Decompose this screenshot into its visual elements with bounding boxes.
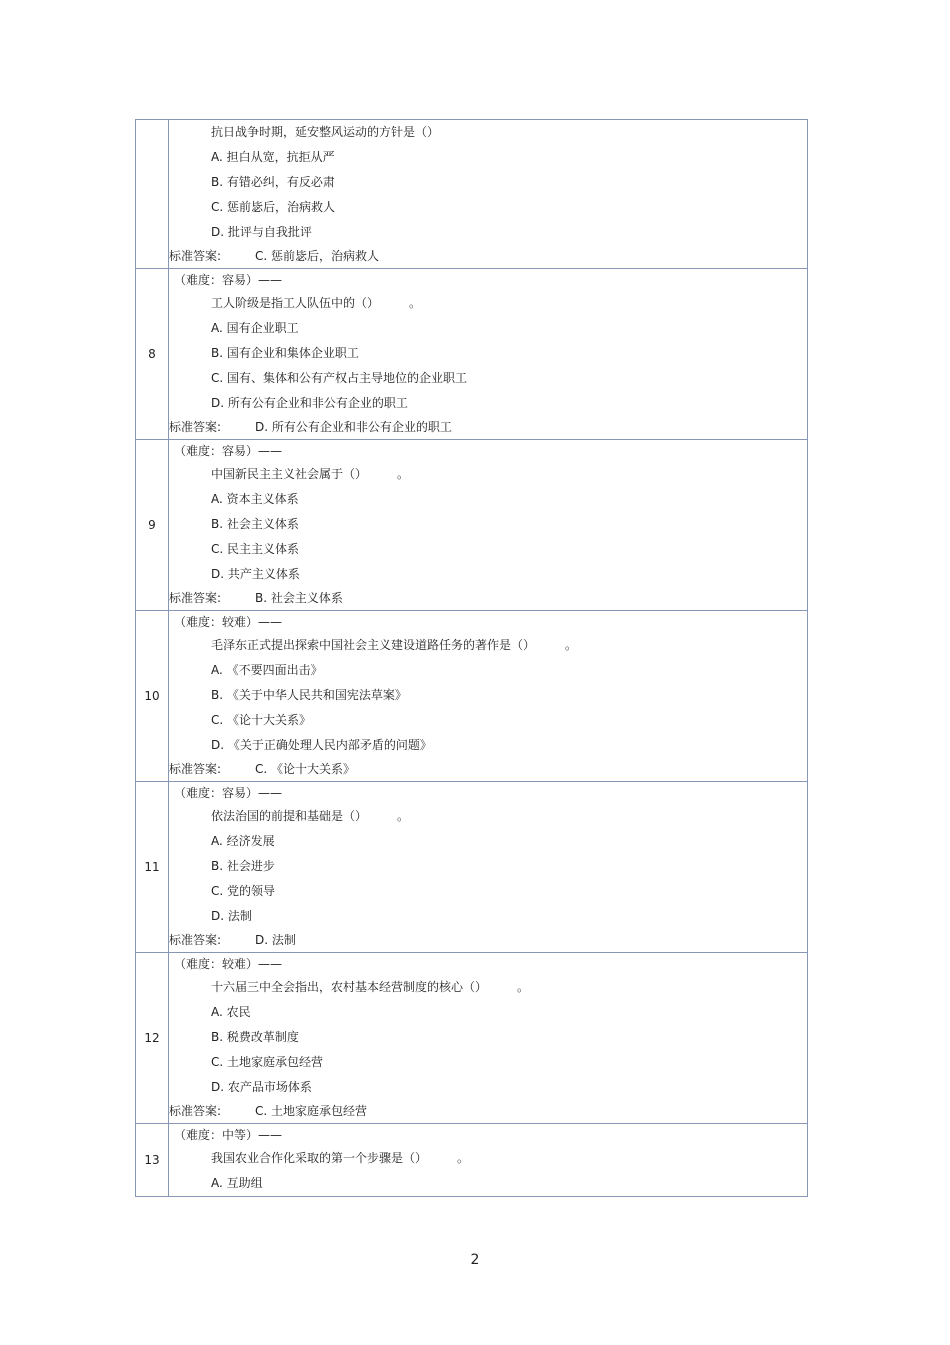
question-body <box>169 611 808 782</box>
option-item: B. 社会进步 <box>211 859 275 873</box>
question-number: 10 <box>136 611 169 782</box>
question-stem-end: 。 <box>565 638 578 652</box>
question-body <box>169 1124 808 1197</box>
standard-answer <box>169 245 807 268</box>
difficulty-label: （难度：容易）—— <box>174 444 283 458</box>
question-stem <box>169 1146 807 1171</box>
page-number: 2 <box>470 1252 480 1268</box>
answer-label: 标准答案: <box>169 420 222 434</box>
option-item: A. 《不要四面出击》 <box>211 663 323 677</box>
question-number: 9 <box>136 440 169 611</box>
question-stem-text: 中国新民主主义社会属于（） <box>211 467 368 481</box>
question-number: 13 <box>136 1124 169 1197</box>
question-row <box>136 953 808 1124</box>
answer-label: 标准答案: <box>169 249 222 263</box>
answer-value: B. 社会主义体系 <box>255 591 343 605</box>
question-stem-end: 。 <box>517 980 530 994</box>
question-row <box>136 782 808 953</box>
question-stem <box>169 633 807 658</box>
option-item: B. 国有企业和集体企业职工 <box>211 346 359 360</box>
standard-answer <box>169 1100 807 1123</box>
option-item: D. 批评与自我批评 <box>211 225 312 239</box>
question-stem-text: 毛泽东正式提出探索中国社会主义建设道路任务的著作是（） <box>211 638 536 652</box>
answer-value: C. 《论十大关系》 <box>255 762 356 776</box>
standard-answer <box>169 758 807 781</box>
standard-answer <box>169 416 807 439</box>
standard-answer <box>169 929 807 952</box>
question-body <box>169 120 808 269</box>
option-item: C. 土地家庭承包经营 <box>211 1055 324 1069</box>
question-stem-end: 。 <box>409 296 422 310</box>
option-item: D. 农产品市场体系 <box>211 1080 312 1094</box>
option-item: A. 经济发展 <box>211 834 275 848</box>
difficulty-label: （难度：容易）—— <box>174 786 283 800</box>
question-stem-end: 。 <box>397 809 410 823</box>
question-row <box>136 269 808 440</box>
option-item: C. 《论十大关系》 <box>211 713 312 727</box>
question-stem-text: 抗日战争时期，延安整风运动的方针是（） <box>211 125 440 139</box>
answer-value: D. 所有公有企业和非公有企业的职工 <box>255 420 452 434</box>
option-item: B. 有错必纠，有反必肃 <box>211 175 335 189</box>
question-row <box>136 120 808 269</box>
difficulty-label: （难度：中等）—— <box>174 1128 283 1142</box>
answer-label: 标准答案: <box>169 933 222 947</box>
question-stem-text: 我国农业合作化采取的第一个步骤是（） <box>211 1151 428 1165</box>
question-row <box>136 611 808 782</box>
option-item: D. 法制 <box>211 909 252 923</box>
question-row <box>136 440 808 611</box>
option-item: A. 互助组 <box>211 1176 263 1190</box>
option-item: A. 担白从宽，抗拒从严 <box>211 150 335 164</box>
question-stem-text: 依法治国的前提和基础是（） <box>211 809 368 823</box>
question-body <box>169 953 808 1124</box>
question-stem <box>169 120 807 145</box>
option-item: A. 资本主义体系 <box>211 492 299 506</box>
answer-label: 标准答案: <box>169 1104 222 1118</box>
question-stem-end: 。 <box>397 467 410 481</box>
standard-answer <box>169 587 807 610</box>
option-item: B. 《关于中华人民共和国宪法草案》 <box>211 688 407 702</box>
question-body <box>169 782 808 953</box>
question-table <box>135 119 808 1197</box>
option-item: C. 党的领导 <box>211 884 276 898</box>
question-stem <box>169 462 807 487</box>
question-stem-text: 工人阶级是指工人队伍中的（） <box>211 296 380 310</box>
option-item: D. 共产主义体系 <box>211 567 300 581</box>
option-item: B. 社会主义体系 <box>211 517 299 531</box>
question-body <box>169 440 808 611</box>
question-number: 12 <box>136 953 169 1124</box>
question-stem <box>169 975 807 1000</box>
question-number <box>136 120 169 269</box>
option-item: A. 国有企业职工 <box>211 321 299 335</box>
answer-value: C. 惩前毖后，治病救人 <box>255 249 380 263</box>
question-stem <box>169 804 807 829</box>
answer-label: 标准答案: <box>169 591 222 605</box>
option-item: D. 《关于正确处理人民内部矛盾的问题》 <box>211 738 432 752</box>
answer-label: 标准答案: <box>169 762 222 776</box>
difficulty-label: （难度：较难）—— <box>174 957 283 971</box>
option-item: C. 国有、集体和公有产权占主导地位的企业职工 <box>211 371 468 385</box>
question-number: 11 <box>136 782 169 953</box>
question-stem <box>169 291 807 316</box>
option-item: A. 农民 <box>211 1005 251 1019</box>
option-item: B. 税费改革制度 <box>211 1030 299 1044</box>
difficulty-label: （难度：较难）—— <box>174 615 283 629</box>
question-stem-end: 。 <box>457 1151 470 1165</box>
question-number: 8 <box>136 269 169 440</box>
answer-value: D. 法制 <box>255 933 296 947</box>
question-stem-text: 十六届三中全会指出，农村基本经营制度的核心（） <box>211 980 488 994</box>
option-item: C. 民主主义体系 <box>211 542 300 556</box>
question-body <box>169 269 808 440</box>
difficulty-label: （难度：容易）—— <box>174 273 283 287</box>
answer-value: C. 土地家庭承包经营 <box>255 1104 368 1118</box>
question-row <box>136 1124 808 1197</box>
question-table-body <box>136 120 808 1197</box>
option-item: D. 所有公有企业和非公有企业的职工 <box>211 396 408 410</box>
option-item: C. 惩前毖后，治病救人 <box>211 200 336 214</box>
